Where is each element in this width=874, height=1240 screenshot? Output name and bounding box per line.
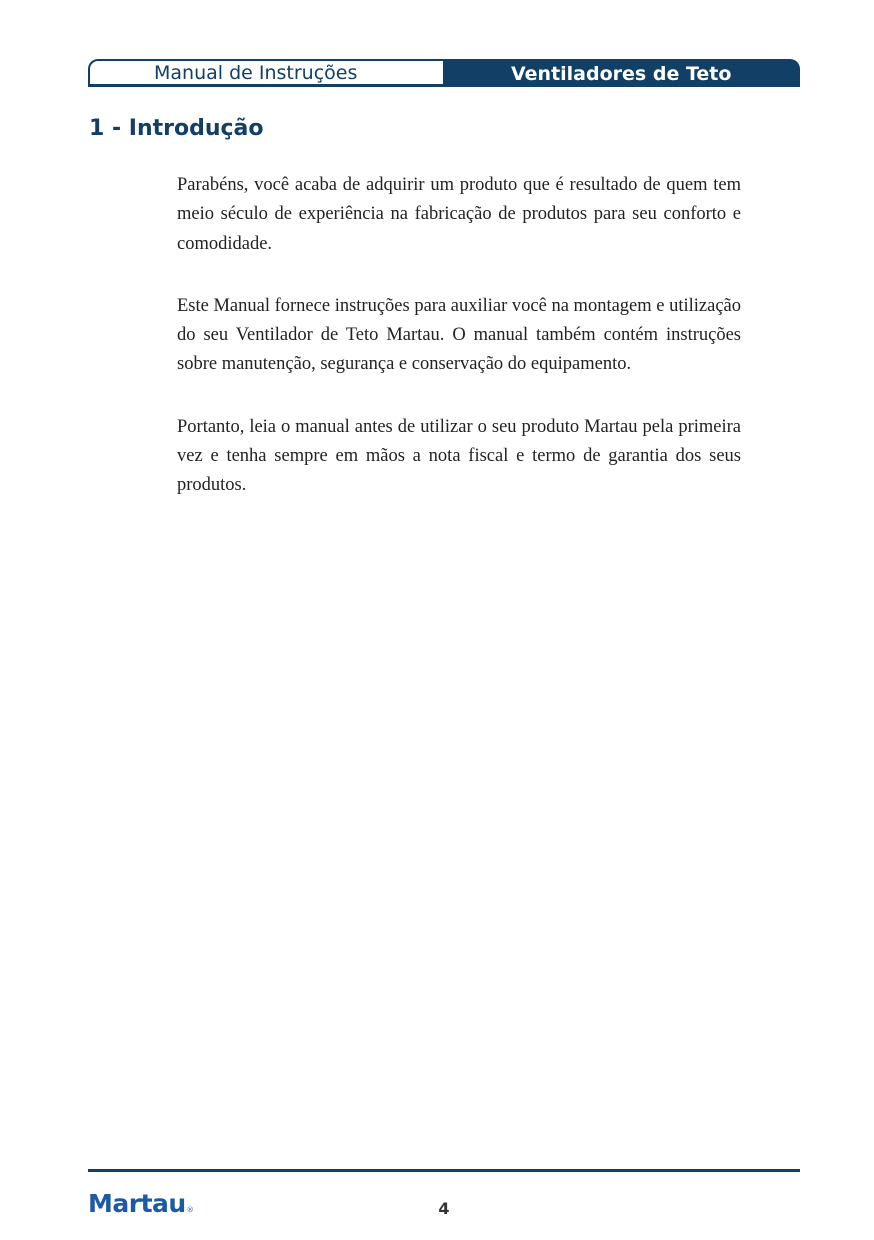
header-left-tab <box>88 59 443 87</box>
paragraph: Parabéns, você acaba de adquirir um produto que é resultado de quem tem meio século de experiência na fabricação de produtos para seu conforto e comodidade. <box>177 175 741 254</box>
header-right-tab <box>443 59 800 87</box>
footer-divider <box>88 1169 800 1172</box>
product-title: Ventiladores de Teto <box>511 63 732 85</box>
section-body <box>177 171 741 534</box>
page-number: 4 <box>438 1199 450 1218</box>
paragraph: Este Manual fornece instruções para auxiliar você na montagem e utilização do seu Ventilador de Teto Martau. O manual também contém instruções sobre manutenção, segurança e conservação do equipamento. <box>177 295 742 375</box>
brand-logo <box>88 1188 192 1220</box>
registered-mark-icon: ® <box>186 1206 194 1214</box>
paragraph: Portanto, leia o manual antes de utilizar o seu produto Martau pela primeira vez e tenha sempre em mãos a nota fiscal e termo de garantia dos seus produtos. <box>177 416 741 496</box>
logo-text: Martau <box>88 1189 186 1218</box>
page-header <box>88 59 800 87</box>
manual-title: Manual de Instruções <box>154 62 358 84</box>
section-title: 1 - Introdução <box>89 116 264 141</box>
